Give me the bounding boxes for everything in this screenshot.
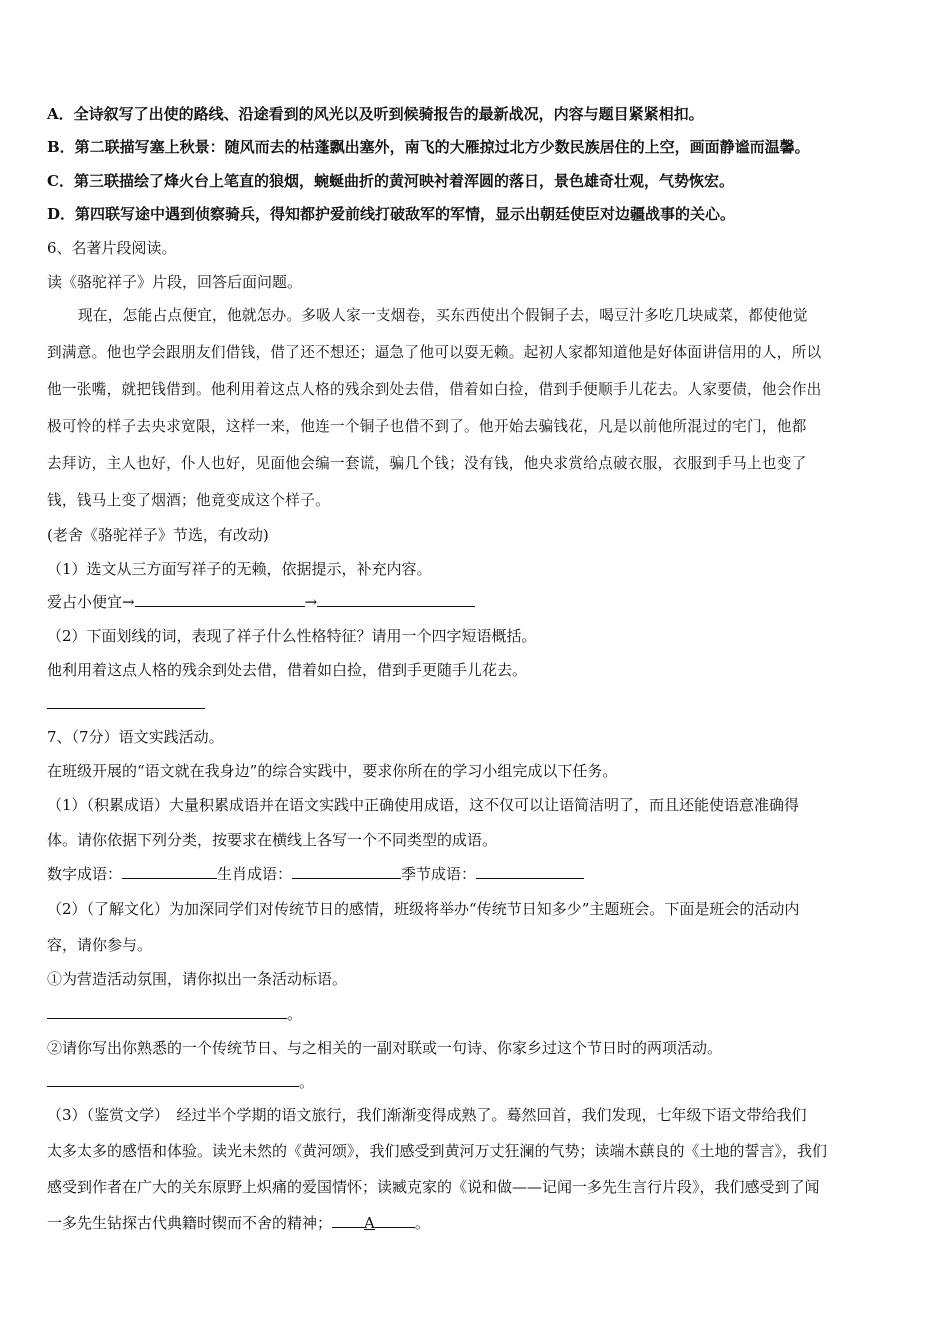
category-zodiac-idiom: 生肖成语： xyxy=(217,865,293,883)
category-season-idiom: 季节成语： xyxy=(401,865,477,883)
passage-source: (老舍《骆驼祥子》节选，有改动) xyxy=(47,526,269,544)
idiom-categories-row xyxy=(47,864,910,884)
passage-line: 到满意。他也学会跟朋友们借钱，借了还不想还；逼急了他可以耍无赖。起初人家都知道他是好体面讲信用的人，所以 xyxy=(47,344,822,361)
q6-sub2-answer-row xyxy=(47,694,910,714)
answer-blank-3[interactable] xyxy=(47,694,205,709)
category-number-idiom: 数字成语： xyxy=(47,865,123,883)
festival-blank[interactable] xyxy=(47,1072,299,1087)
passage-line: 现在，怎能占点便宜，他就怎办。多吸人家一支烟卷，买东西使出个假铜子去，喝豆汁多吃几块咸菜，都使他觉 xyxy=(78,307,808,324)
period: 。 xyxy=(299,1073,315,1091)
q6-sub1-answer-row xyxy=(47,592,910,612)
passage-line: 钱，钱马上变了烟酒；他竟变成这个样子。 xyxy=(47,492,330,509)
q5-option-a: A．全诗叙写了出使的路线、沿途看到的风光以及听到候骑报告的最新战况，内容与题目紧紧相扣。 xyxy=(47,105,704,123)
zodiac-idiom-blank[interactable] xyxy=(292,864,401,879)
q7-sub2-line: 容，请你参与。 xyxy=(47,936,153,954)
q6-sub2-quote: 他利用着这点人格的残余到处去借，借着如白捡，借到手更随手儿花去。 xyxy=(47,661,528,679)
arrow-icon: → xyxy=(304,593,318,611)
q7-title xyxy=(47,727,910,747)
number-idiom-blank[interactable] xyxy=(122,864,217,879)
sub3-line4-text: 一多先生钻探古代典籍时锲而不舍的精神； xyxy=(47,1214,333,1232)
period: 。 xyxy=(287,1005,303,1023)
answer-mark-a: A xyxy=(364,1214,375,1232)
q6-title: 6、名著片段阅读。 xyxy=(47,239,177,257)
q7-item1: ①为营造活动氛围，请你拟出一条活动标语。 xyxy=(47,970,348,988)
q5-option-d: D．第四联写途中遇到侦察骑兵，得知都护爱前线打破敌军的军情，显示出朝廷使臣对边疆战事的关心。 xyxy=(47,205,736,223)
q5-option-c: C．第三联描绘了烽火台上笔直的狼烟，蜿蜒曲折的黄河映衬着浑圆的落日，景色雄奇壮观，气势恢宏。 xyxy=(47,172,734,190)
q5-option-b: B．第二联描写塞上秋景：随风而去的枯蓬飘出塞外，南飞的大雁掠过北方少数民族居住的上空，画面静谧而温馨。 xyxy=(47,138,810,156)
passage-line: 去拜访，主人也好，仆人也好，见面他会编一套谎，骗几个钱；没有钱，他央求赏给点破衣服，衣服到手马上也变了 xyxy=(47,455,807,472)
q7-sub3-line: 感受到作者在广大的关东原野上炽痛的爱国情怀；读臧克家的《说和做——记闻一多先生言行片段》，我们感受到了闻 xyxy=(47,1178,820,1196)
q7-title-text: 语文实践活动。 xyxy=(118,728,224,746)
q7-sub1-line: （1）（积累成语）大量积累成语并在语文实践中正确使用成语，这不仅可以让语简洁明了，而且还能使语意准确得 xyxy=(47,796,800,814)
passage-line: 他一张嘴，就把钱借到。他利用着这点人格的残余到处去借，借着如白捡，借到手便顺手儿花去。人家要债，他会作出 xyxy=(47,381,822,398)
slogan-blank[interactable] xyxy=(47,1004,287,1019)
q6-sub1: （1）选文从三方面写祥子的无赖，依据提示，补充内容。 xyxy=(47,560,432,578)
q7-number: 7、 xyxy=(47,728,72,746)
q7-intro: 在班级开展的“语文就在我身边”的综合实践中，要求你所在的学习小组完成以下任务。 xyxy=(47,762,618,780)
q6-sub2: （2）下面划线的词，表现了祥子什么性格特征？请用一个四字短语概括。 xyxy=(47,627,537,645)
item1-answer-row xyxy=(47,1004,910,1024)
q6-instruction: 读《骆驼祥子》片段，回答后面问题。 xyxy=(47,273,303,291)
q7-sub3-line: 太多太多的感悟和体验。读光未然的《黄河颂》，我们感受到黄河万丈狂澜的气势；读端木蕻良的《土地的誓言》，我们 xyxy=(47,1142,828,1160)
answer-blank-2[interactable] xyxy=(317,592,475,607)
hint-start: 爱占小便宜 xyxy=(47,593,123,611)
arrow-icon: → xyxy=(122,593,135,611)
q7-item2: ②请你写出你熟悉的一个传统节日、与之相关的一副对联或一句诗、你家乡过这个节日时的两项活动。 xyxy=(47,1039,723,1057)
q7-sub3-line: （3）（鉴赏文学） 经过半个学期的语文旅行，我们渐渐变得成熟了。蓦然回首，我们发现，七年级下语文带给我们 xyxy=(47,1106,807,1124)
q7-sub1-line: 体。请你依据下列分类，按要求在横线上各写一个不同类型的成语。 xyxy=(47,831,498,849)
season-idiom-blank[interactable] xyxy=(476,864,584,879)
q7-sub2-line: （2）（了解文化）为加深同学们对传统节日的感情，班级将举办“传统节日知多少”主题班会。下面是班会的活动内 xyxy=(47,900,800,918)
answer-blank-a-left[interactable] xyxy=(332,1213,364,1228)
answer-blank-1[interactable] xyxy=(135,592,305,607)
passage-line: 极可怜的样子去央求宽限，这样一来，他连一个铜子也借不到了。他开始去骗钱花，凡是以前他所混过的宅门，他都 xyxy=(47,418,807,435)
answer-blank-a-right[interactable] xyxy=(375,1213,415,1228)
item2-answer-row xyxy=(47,1072,910,1092)
q7-score: （7分） xyxy=(71,728,119,746)
q7-sub3-line xyxy=(47,1213,910,1233)
period: 。 xyxy=(414,1214,430,1232)
